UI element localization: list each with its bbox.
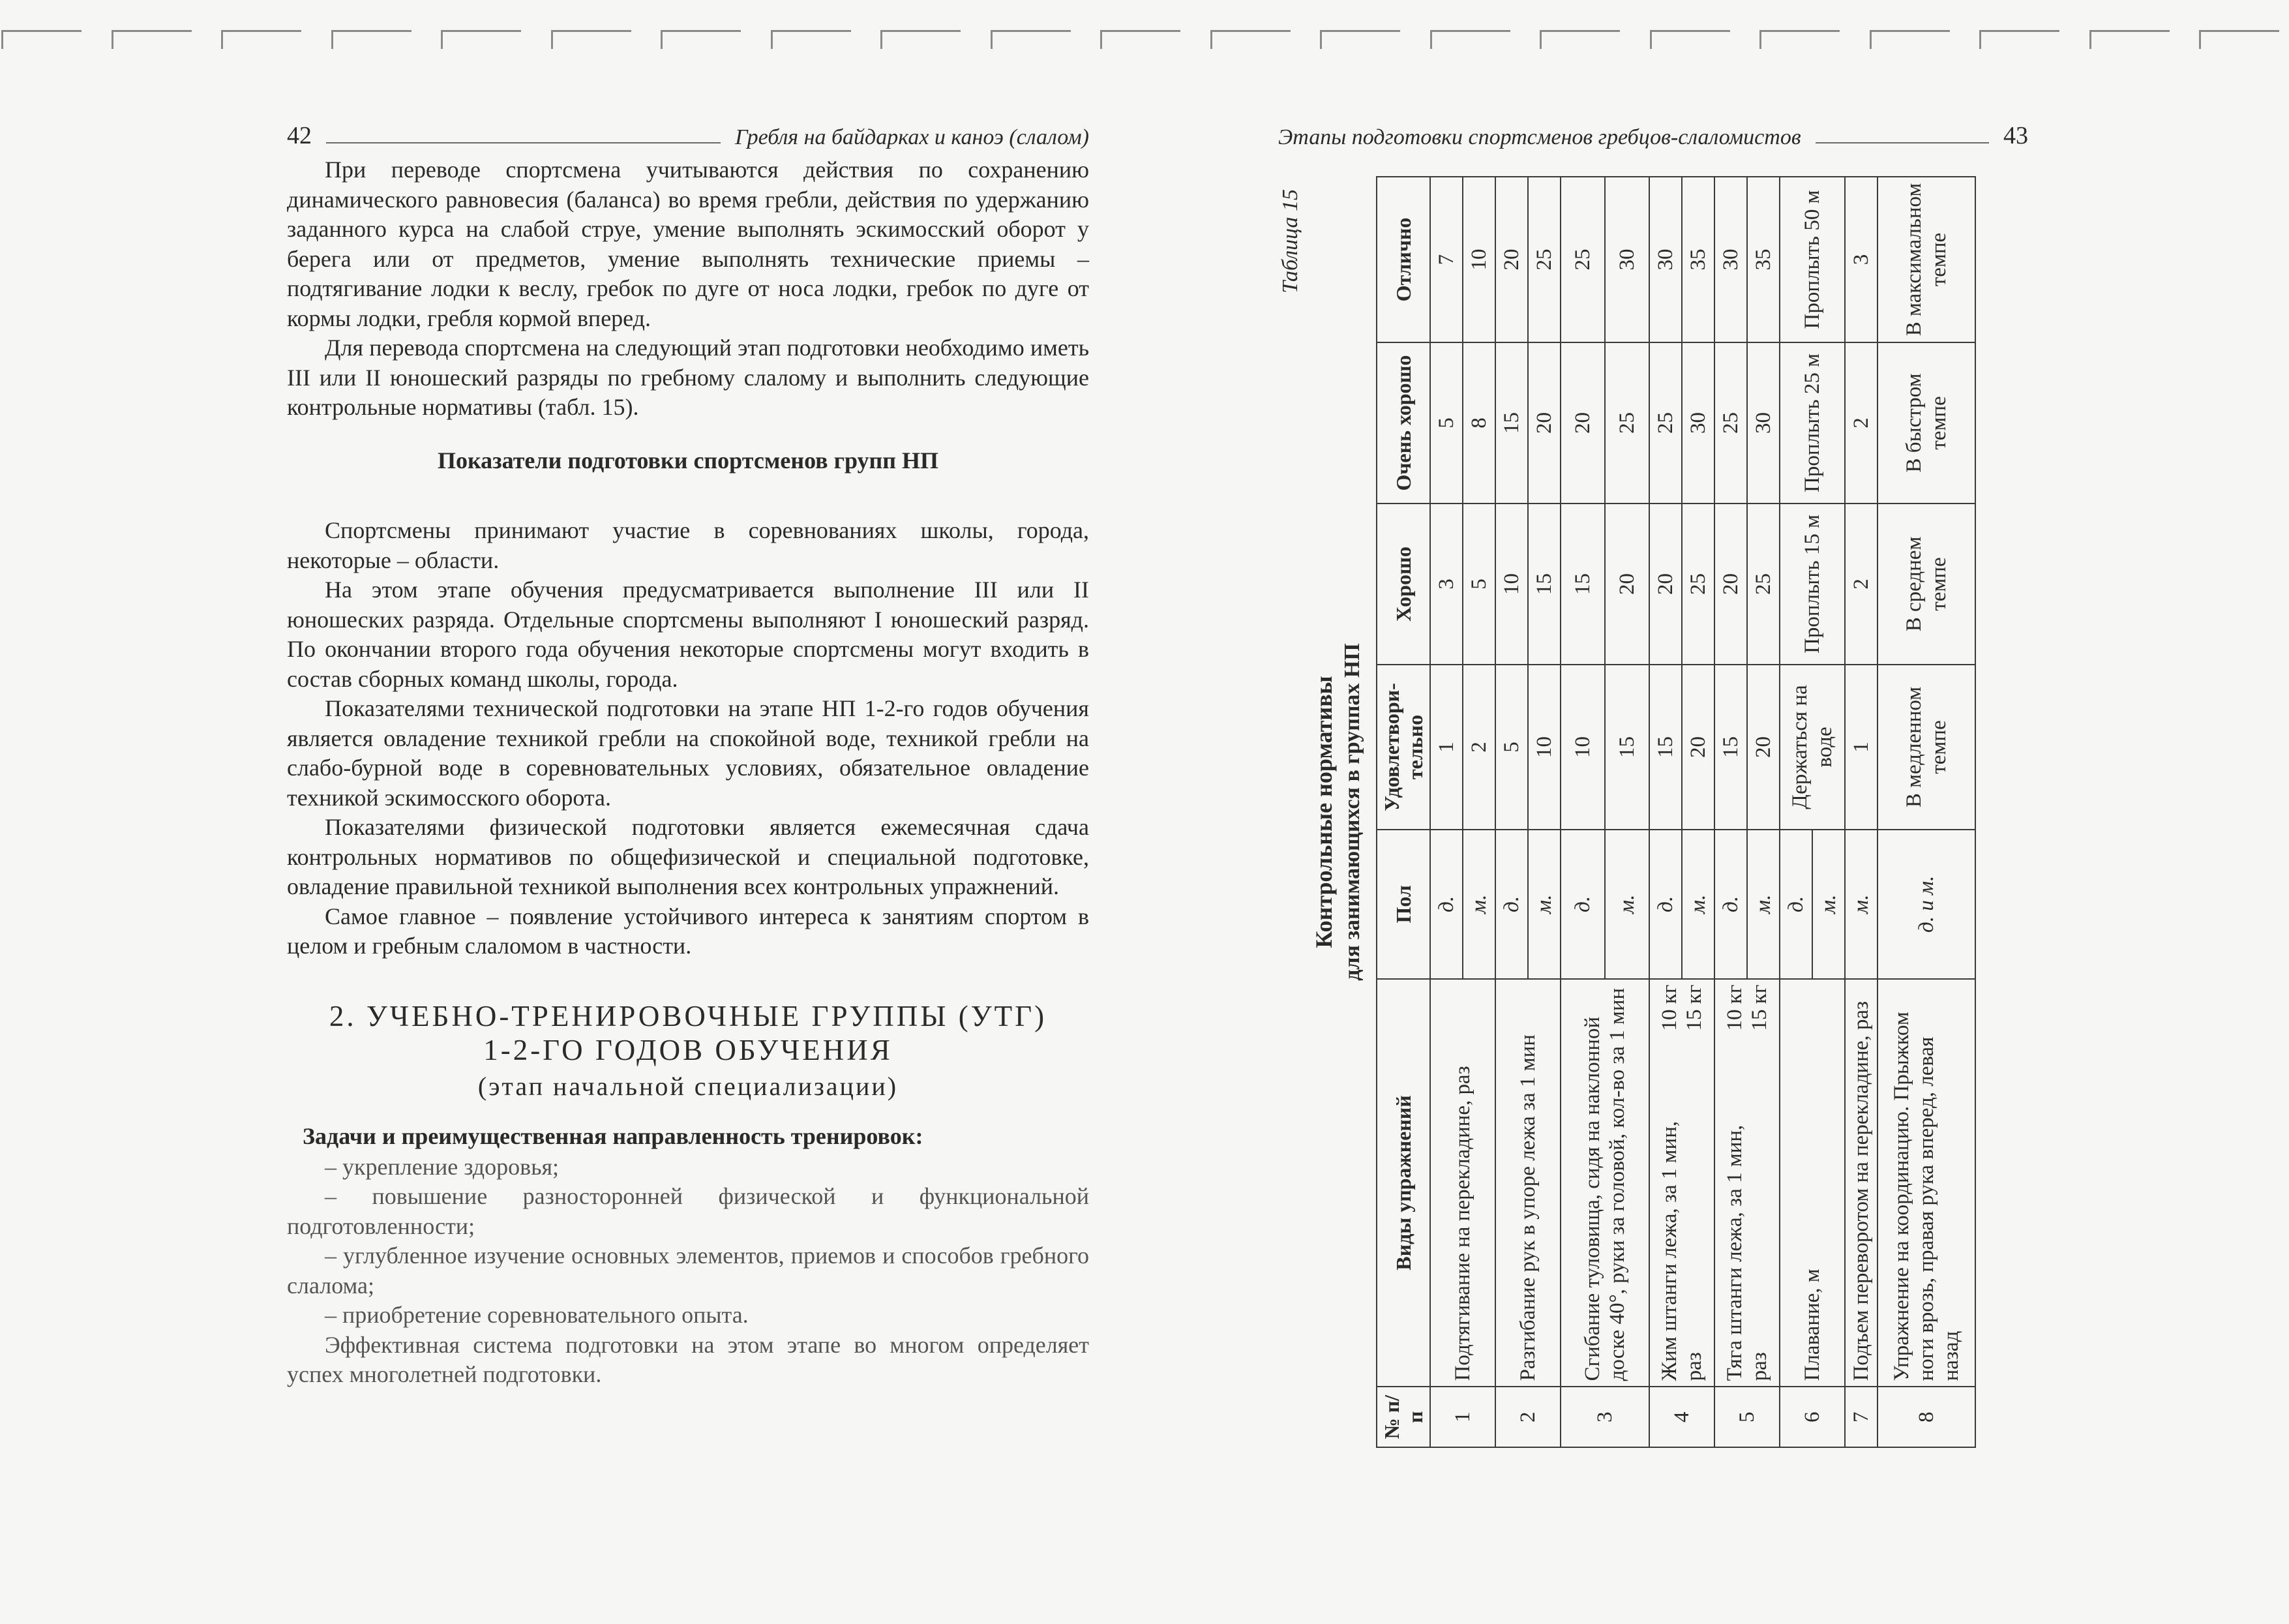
- sex-cell: м.: [1528, 830, 1561, 979]
- table-title-line: Контрольные нормативы: [1311, 676, 1337, 948]
- exercise-cell: Подтягивание на перекладине, раз: [1430, 979, 1495, 1387]
- sex-cell: д. и м.: [1878, 830, 1975, 979]
- exercise-cell: Разгибание рук в упоре лежа за 1 мин: [1495, 979, 1561, 1387]
- score-cell: 30: [1682, 342, 1714, 504]
- table-row: [1878, 177, 1975, 1447]
- binder-mark: [1979, 30, 2059, 49]
- chapter-subtitle: (этап начальной специализации): [477, 1071, 899, 1101]
- weight-list: [1657, 985, 1707, 1031]
- weight-value: 15 кг: [1748, 984, 1771, 1031]
- binder-mark: [1100, 30, 1180, 49]
- binder-mark: [1210, 30, 1291, 49]
- score-cell: 25: [1649, 342, 1682, 504]
- exercise-with-weights: [1657, 985, 1707, 1381]
- score-cell: 15: [1605, 665, 1649, 830]
- score-cell: 1: [1430, 665, 1463, 830]
- score-cell: 2: [1463, 665, 1495, 830]
- exercise-cell: Сгибание туловища, сидя на наклонной доске 40°, руки за головой, кол-во за 1 мин: [1561, 979, 1649, 1387]
- header-cell: Отлично: [1377, 177, 1430, 342]
- binder-mark: [2089, 30, 2170, 49]
- sex-cell: м.: [1845, 830, 1878, 979]
- binder-mark: [1759, 30, 1840, 49]
- header-cell: Удовлетвори-тельно: [1377, 665, 1430, 830]
- score-cell: 2: [1845, 342, 1878, 504]
- table-caption: Таблица 15: [1278, 189, 1302, 293]
- task-item: – приобретение соревновательного опыта.: [325, 1302, 749, 1328]
- header-cell: Пол: [1377, 830, 1430, 979]
- score-cell: 25: [1747, 504, 1780, 665]
- binder-edge: [0, 30, 2289, 56]
- score-cell: 35: [1747, 177, 1780, 342]
- sex-cell: д.: [1561, 830, 1605, 979]
- header-cell: № п/п: [1377, 1387, 1430, 1447]
- table-container: [1376, 176, 1976, 1448]
- score-cell: 25: [1714, 342, 1747, 504]
- binder-mark: [1320, 30, 1400, 49]
- table-header-row: [1377, 177, 1430, 1447]
- left-page-number: 42: [287, 122, 312, 149]
- sex-cell: м.: [1605, 830, 1649, 979]
- score-cell: 15: [1714, 665, 1747, 830]
- paragraph: Для перевода спортсмена на следующий этап подготовки необходимо иметь III или II юношеский разряды по гребному слалому и выполнить следующие контрольные нормативы (табл. 15).: [287, 335, 1089, 420]
- exercise-cell: Подъем переворотом на перекладине, раз: [1845, 979, 1878, 1387]
- weight-value: 15 кг: [1683, 984, 1706, 1031]
- table-row: [1714, 177, 1747, 1447]
- chapter-title: [287, 999, 1089, 1067]
- sex-cell: м.: [1463, 830, 1495, 979]
- table-title-line: для занимающихся в группах НП: [1340, 643, 1364, 981]
- sex-cell: м.: [1747, 830, 1780, 979]
- sex-cell: д.: [1495, 830, 1528, 979]
- binder-mark: [661, 30, 741, 49]
- score-cell: В среднем темпе: [1878, 504, 1975, 665]
- score-cell: 10: [1463, 177, 1495, 342]
- table-row: [1561, 177, 1605, 1447]
- score-cell: 20: [1495, 177, 1528, 342]
- score-cell: 35: [1682, 177, 1714, 342]
- row-number-cell: 6: [1780, 1387, 1845, 1447]
- header-rule: [1816, 142, 1989, 143]
- paragraph: При переводе спортсмена учитываются действия по сохранению динамического равновесия (баланса) во время гребли, действия по удержанию заданного курса на слабой струе, умение выполнять эскимосский оборот у берега или от предметов, умение выполнять технические приемы – подтягивание лодки к веслу, гребок по дуге от носа лодки, гребок по дуге от кормы лодки, гребля кормой вперед.: [287, 157, 1089, 331]
- table-row: [1430, 177, 1463, 1447]
- weight-value: 10 кг: [1723, 984, 1746, 1031]
- right-page: [1278, 117, 2028, 1520]
- binder-mark: [551, 30, 631, 49]
- exercise-text: Тяга штанги лежа, за 1 мин, раз: [1723, 1124, 1771, 1381]
- right-running-title: Этапы подготовки спортсменов гребцов-слаломистов: [1278, 125, 1801, 149]
- table-row: [1780, 177, 1812, 1447]
- sex-cell: м.: [1682, 830, 1714, 979]
- score-cell: 20: [1528, 342, 1561, 504]
- left-running-head: [287, 117, 1089, 150]
- exercise-cell: Упражнение на координацию. Прыжком ноги врозь, правая рука вперед, левая назад: [1878, 979, 1975, 1387]
- exercise-with-weights: [1722, 985, 1772, 1381]
- right-page-number: 43: [2003, 122, 2028, 149]
- chapter-title-line: 2. УЧЕБНО-ТРЕНИРОВОЧНЫЕ ГРУППЫ (УТГ): [329, 999, 1047, 1032]
- score-cell: 8: [1463, 342, 1495, 504]
- score-cell: 15: [1561, 504, 1605, 665]
- right-running-head: [1278, 117, 2028, 150]
- score-cell: 20: [1714, 504, 1747, 665]
- score-cell: 2: [1845, 504, 1878, 665]
- binder-mark: [441, 30, 521, 49]
- score-cell: 30: [1605, 177, 1649, 342]
- score-cell: 30: [1649, 177, 1682, 342]
- binder-mark: [1650, 30, 1730, 49]
- rotated-table-block: [1278, 176, 1969, 1448]
- score-cell: 5: [1463, 504, 1495, 665]
- sex-cell: д.: [1714, 830, 1747, 979]
- score-cell: Проплыть 25 м: [1780, 342, 1845, 504]
- left-body: [287, 155, 1089, 961]
- score-cell: 30: [1747, 342, 1780, 504]
- binder-mark: [221, 30, 301, 49]
- header-rule: [326, 142, 721, 143]
- left-page: [287, 117, 1089, 1390]
- exercise-text: Жим штанги лежа, за 1 мин, раз: [1658, 1120, 1706, 1381]
- score-cell: 5: [1430, 342, 1463, 504]
- paragraph: На этом этапе обучения предусматривается выполнение III или II юношеских разряда. Отдельные спортсмены выполняют I юношеский разряд. По окончании второго года обучения некоторые спортсмены могут входить в состав сборных команд школы, города.: [287, 577, 1089, 692]
- binder-mark: [880, 30, 961, 49]
- score-cell: 10: [1561, 665, 1605, 830]
- left-running-title: Гребля на байдарках и каноэ (слалом): [735, 125, 1089, 149]
- binder-mark: [1, 30, 82, 49]
- row-number-cell: 8: [1878, 1387, 1975, 1447]
- binder-mark: [991, 30, 1071, 49]
- score-cell: В максимальном темпе: [1878, 177, 1975, 342]
- score-cell: 25: [1682, 504, 1714, 665]
- score-cell: 10: [1495, 504, 1528, 665]
- binder-mark: [2199, 30, 2279, 49]
- score-cell: 20: [1561, 342, 1605, 504]
- sex-cell: д.: [1649, 830, 1682, 979]
- sex-cell: д.: [1780, 830, 1812, 979]
- score-cell: 30: [1714, 177, 1747, 342]
- score-cell: В медленном темпе: [1878, 665, 1975, 830]
- table-title: [1309, 176, 1367, 1448]
- task-item: – углубленное изучение основных элементов, приемов и способов гребного слалома;: [287, 1242, 1089, 1299]
- binder-mark: [771, 30, 851, 49]
- score-cell: 5: [1495, 665, 1528, 830]
- paragraph: Спортсмены принимают участие в соревнованиях школы, города, некоторые – области.: [287, 517, 1089, 573]
- header-cell: Очень хорошо: [1377, 342, 1430, 504]
- chapter-title-line: 1-2-ГО ГОДОВ ОБУЧЕНИЯ: [483, 1033, 893, 1066]
- row-number-cell: 4: [1649, 1387, 1714, 1447]
- paragraph: Самое главное – появление устойчивого интереса к занятиям спортом в целом и гребным слаломом в частности.: [287, 903, 1089, 959]
- score-cell: 3: [1430, 504, 1463, 665]
- exercise-cell: Плавание, м: [1780, 979, 1845, 1387]
- header-cell: Хорошо: [1377, 504, 1430, 665]
- score-cell: 20: [1747, 665, 1780, 830]
- exercise-cell: [1649, 979, 1714, 1387]
- paragraph: Показателями технической подготовки на этапе НП 1-2-го годов обучения является овладение техникой гребли на спокойной воде, техникой гребли на слабо-бурной воде в соревновательных условиях, обязательное овладение техникой эскимосского оборота.: [287, 695, 1089, 811]
- row-number-cell: 2: [1495, 1387, 1561, 1447]
- score-cell: 20: [1649, 504, 1682, 665]
- norms-table: [1376, 176, 1976, 1448]
- score-cell: Держаться на воде: [1780, 665, 1845, 830]
- score-cell: Проплыть 50 м: [1780, 177, 1845, 342]
- score-cell: 25: [1605, 342, 1649, 504]
- row-number-cell: 3: [1561, 1387, 1649, 1447]
- row-number-cell: 5: [1714, 1387, 1780, 1447]
- score-cell: 20: [1682, 665, 1714, 830]
- binder-mark: [1430, 30, 1510, 49]
- task-item: – укрепление здоровья;: [325, 1153, 560, 1180]
- header-cell: Виды упражнений: [1377, 979, 1430, 1387]
- tasks-heading: Задачи и преимущественная направленность тренировок:: [303, 1122, 923, 1149]
- weight-list: [1722, 985, 1772, 1031]
- task-item: – повышение разносторонней физической и функциональной подготовленности;: [287, 1183, 1089, 1239]
- score-cell: 3: [1845, 177, 1878, 342]
- paragraph: Эффективная система подготовки на этом этапе во многом определяет успех многолетней подготовки.: [287, 1331, 1089, 1387]
- score-cell: 25: [1561, 177, 1605, 342]
- score-cell: 15: [1649, 665, 1682, 830]
- score-cell: 7: [1430, 177, 1463, 342]
- paragraph: Показателями физической подготовки является ежемесячная сдача контрольных нормативов по общефизической и специальной подготовке, овладение правильной техникой выполнения всех контрольных упражнений.: [287, 814, 1089, 899]
- table-row: [1845, 177, 1878, 1447]
- score-cell: 25: [1528, 177, 1561, 342]
- score-cell: 1: [1845, 665, 1878, 830]
- weight-value: 10 кг: [1658, 984, 1681, 1031]
- sex-cell: д.: [1430, 830, 1463, 979]
- row-number-cell: 7: [1845, 1387, 1878, 1447]
- score-cell: В быстром темпе: [1878, 342, 1975, 504]
- score-cell: 15: [1528, 504, 1561, 665]
- table-row: [1649, 177, 1682, 1447]
- score-cell: 10: [1528, 665, 1561, 830]
- row-number-cell: 1: [1430, 1387, 1495, 1447]
- exercise-cell: [1714, 979, 1780, 1387]
- table-row: [1495, 177, 1528, 1447]
- score-cell: Проплыть 15 м: [1780, 504, 1845, 665]
- binder-mark: [1870, 30, 1950, 49]
- score-cell: 15: [1495, 342, 1528, 504]
- binder-mark: [112, 30, 192, 49]
- score-cell: 20: [1605, 504, 1649, 665]
- sex-cell: м.: [1812, 830, 1845, 979]
- section-heading: Показатели подготовки спортсменов групп НП: [437, 447, 938, 474]
- tasks-list: [287, 1152, 1089, 1390]
- binder-mark: [1540, 30, 1620, 49]
- binder-mark: [331, 30, 411, 49]
